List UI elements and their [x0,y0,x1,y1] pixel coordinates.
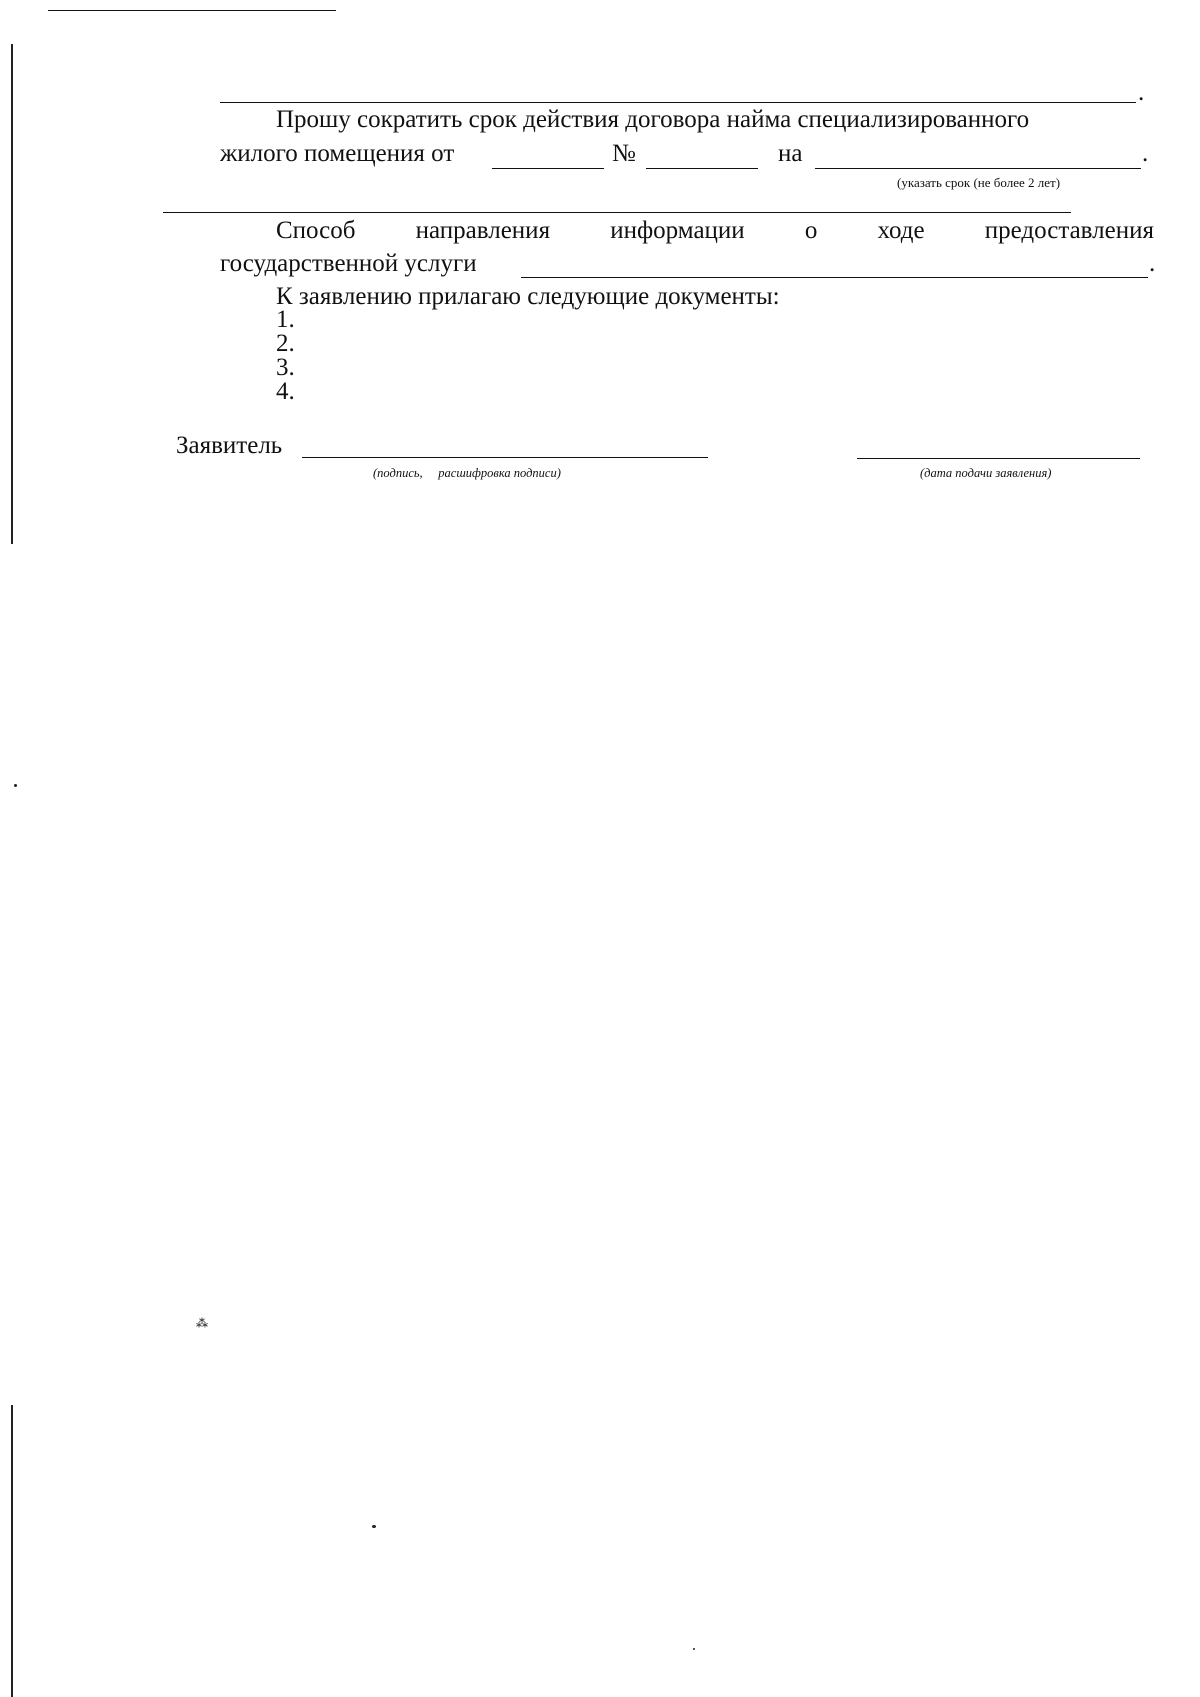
signature-blank [302,457,708,458]
applicant-label: Заявитель [176,432,283,459]
stray-dot [372,1525,376,1528]
method-word: о [804,217,818,244]
separator-line [163,212,1071,213]
period: . [1138,79,1145,106]
method-word: ходе [877,217,925,244]
method-word: информации [610,217,745,244]
top-left-stroke [48,10,336,11]
number-sign: № [612,140,636,167]
request-line-2-prefix: жилого помещения от [220,140,455,167]
method-words-row [276,216,1154,246]
on-word: на [778,140,803,167]
date-blank [492,168,604,169]
attachment-item-3: 3. [276,354,295,381]
blank-line-top [220,102,1136,103]
method-line-2: государственной услуги [220,250,477,277]
number-blank [646,168,758,169]
date-hint: (дата подачи заявления) [920,466,1052,480]
stray-dot [14,784,17,787]
method-word: Способ [276,217,356,244]
term-blank [815,168,1141,169]
attachments-heading: К заявлению прилагаю следующие документы: [276,283,780,310]
signature-hint: (подпись, расшифровка подписи) [373,466,561,480]
attachment-item-2: 2. [276,330,295,357]
left-edge-line-lower [11,1405,13,1697]
date-submission-blank [857,458,1140,459]
left-edge-line-upper [11,44,13,544]
method-word: предоставления [984,217,1154,244]
period: . [1149,250,1156,277]
method-word: направления [415,217,551,244]
request-line-1: Прошу сократить срок действия договора найма специализированного [276,106,1030,133]
attachment-item-1: 1. [276,306,295,333]
method-blank [521,277,1148,278]
stray-mark: ⁂ [196,1316,208,1330]
stray-dot [693,1648,695,1650]
term-hint: (указать срок (не более 2 лет) [897,175,1061,190]
attachment-item-4: 4. [276,378,295,405]
period: . [1142,140,1149,167]
